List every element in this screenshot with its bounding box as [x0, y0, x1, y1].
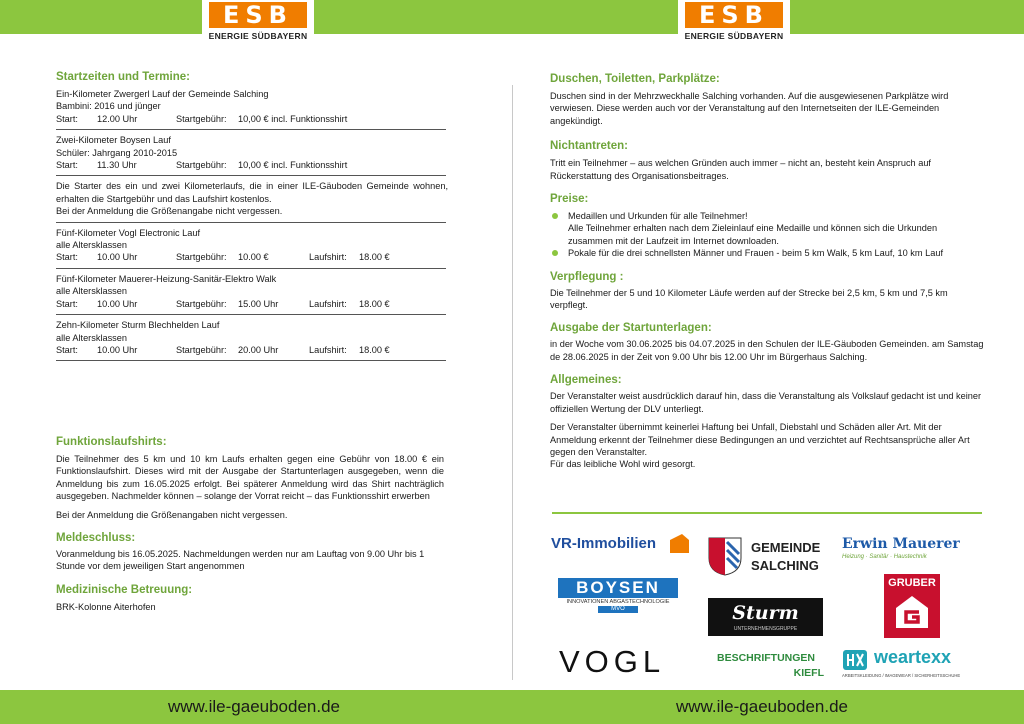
gruber-house-icon — [894, 594, 930, 630]
sponsor-sturm — [708, 598, 823, 636]
start-label: Start: — [56, 298, 78, 309]
gemeinde-label: GEMEINDE — [751, 540, 821, 555]
general-text: Der Veranstalter weist ausdrücklich darauf hin, dass die Veranstaltung als Volkslauf gedacht ist und keiner offiziellen Wertung der DLV unterliegt. — [550, 391, 982, 414]
prize-detail: Alle Teilnehmer erhalten nach dem Zieleinlauf eine Medaille und können sich die Urkunden zusammen mit der Laufzeit im Internet downloaden. — [568, 223, 938, 246]
race-start-row — [56, 298, 448, 310]
esb-logo-mark: ESB — [685, 2, 783, 28]
gruber-logo-text: GRUBER — [888, 577, 936, 589]
sponsor-weartexx — [842, 647, 984, 683]
deadline-heading: Meldeschluss: — [56, 532, 136, 545]
race-title: Zehn-Kilometer Sturm Blechhelden Lauf — [56, 320, 220, 331]
noshow-text: Tritt ein Teilnehmer – aus welchen Gründen auch immer – nicht an, besteht kein Anspruch auf Rückerstattung des Organisationsbeitrages. — [550, 158, 931, 181]
weartexx-sub-text: ARBEITSKLEIDUNG / IMAGEWEAR / SICHERHEITSSCHUHE — [842, 673, 961, 678]
start-time: 10.00 Uhr — [97, 298, 138, 309]
erwin-sub-text: Heizung · Sanitär · Haustechnik — [842, 554, 927, 560]
race-title: Fünf-Kilometer Mauerer-Heizung-Sanitär-Elektro Walk — [56, 273, 277, 284]
right-column — [550, 72, 984, 471]
website-link-right[interactable]: www.ile-gaeuboden.de — [676, 697, 849, 716]
race-title: Fünf-Kilometer Vogl Electronic Lauf — [56, 227, 201, 238]
race-10km — [56, 319, 448, 356]
sponsor-rule — [552, 512, 982, 514]
start-label: Start: — [56, 160, 78, 171]
vr-logo-text: VR-Immobilien — [551, 535, 657, 552]
pickup-heading: Ausgabe der Startunterlagen: — [550, 322, 712, 335]
shirt-value: 18.00 € — [359, 252, 390, 263]
shirts-note: Bei der Anmeldung die Größenangaben nicht vergessen. — [56, 509, 288, 520]
fee-label: Startgebühr: — [176, 298, 227, 309]
kids-info-note: Bei der Anmeldung die Größenangabe nicht vergessen. — [56, 206, 283, 217]
race-5km — [56, 227, 448, 264]
prize-item — [550, 210, 984, 247]
kids-info — [56, 180, 448, 217]
kiefl-line1: BESCHRIFTUNGEN — [716, 652, 815, 664]
fee-label: Startgebühr: — [176, 113, 227, 124]
vogl-logo-text: VOGL — [559, 644, 666, 679]
separator — [56, 129, 446, 130]
sponsor-kiefl — [708, 652, 824, 684]
sponsor-gruber — [884, 574, 940, 638]
boysen-logo-text: BOYSEN — [558, 578, 678, 598]
shirt-value: 18.00 € — [359, 344, 390, 355]
general-heading: Allgemeines: — [550, 374, 622, 387]
food-heading: Verpflegung : — [550, 270, 624, 283]
start-time: 10.00 Uhr — [97, 344, 138, 355]
esb-logo-mark: ESB — [209, 2, 307, 28]
separator — [56, 222, 446, 223]
shirts-text: Die Teilnehmer des 5 km und 10 km Laufs erhalten gegen eine Gebühr von 18.00 € ein Funktionslaufshirt. Dieses wird mit der Ausgabe der Startunterlagen ausgegeben, wenn die Anmeldung bis zum 16.05.2025 erfolgt. Bei späterer Anmeldung wird das Shirt nachträglich ausgegeben. Nachmelder können – solange der Vorrat reicht – das Funktionsshirt erwerben — [56, 454, 444, 502]
weartexx-logo-text: weartexx — [874, 647, 952, 667]
race-sub: Schüler: Jahrgang 2010-2015 — [56, 147, 178, 158]
food-text: Die Teilnehmer der 5 und 10 Kilometer Läufe werden auf der Strecke bei 2,5 km, 5 km und 7,5 km verpflegt. — [550, 287, 948, 311]
race-title: Zwei-Kilometer Boysen Lauf — [56, 135, 171, 146]
prizes-heading: Preise: — [550, 193, 589, 206]
fee-value: 10.00 € — [238, 252, 269, 263]
race-sub: Bambini: 2016 und jünger — [56, 101, 161, 112]
fee-value: 10,00 € incl. Funktionsshirt — [238, 113, 348, 124]
start-heading: Startzeiten und Termine: — [56, 71, 190, 83]
esb-logo-sub: ENERGIE SÜDBAYERN — [684, 31, 784, 41]
medical-text: BRK-Kolonne Aiterhofen — [56, 601, 156, 612]
race-sub: alle Altersklassen — [56, 286, 127, 297]
start-time: 10.00 Uhr — [97, 252, 138, 263]
column-divider — [512, 85, 513, 680]
salching-label: SALCHING — [751, 558, 819, 573]
race-sub: alle Altersklassen — [56, 332, 127, 343]
race-start-row — [56, 159, 448, 171]
top-bar — [0, 0, 1024, 34]
left-column-lower — [56, 435, 444, 613]
kids-info-text: Die Starter des ein und zwei Kilometerlaufs, die in einer ILE-Gäuboden Gemeinde wohnen, erhalten die Startgebühr und das Laufshirt kostenlos. — [56, 181, 448, 204]
separator — [56, 175, 446, 176]
esb-logo-left — [202, 0, 314, 46]
pickup-text: in der Woche vom 30.06.2025 bis 04.07.2025 in den Schulen der ILE-Gäuboden Gemeinden. am Samstag de 28.06.2025 in der Zeit von 9.00 Uhr bis 12.00 Uhr im Bürgerhaus Salching. — [550, 339, 984, 362]
showers-heading: Duschen, Toiletten, Parkplätze: — [550, 73, 720, 85]
deadline-text: Voranmeldung bis 16.05.2025. Nachmeldungen werden nur am Lauftag von 9.00 Uhr bis 1 Stunde vor dem jeweiligen Start angenommen — [56, 549, 425, 572]
start-label: Start: — [56, 344, 78, 355]
medical-heading: Medizinische Betreuung: — [56, 583, 193, 596]
noshow-heading: Nichtantreten: — [550, 140, 628, 153]
race-start-row — [56, 113, 448, 125]
vr-house-icon — [668, 532, 690, 554]
esb-logo-sub: ENERGIE SÜDBAYERN — [208, 31, 308, 41]
bullet-dot — [552, 250, 558, 256]
sponsor-erwin-mauerer — [842, 536, 984, 568]
showers-text: Duschen sind in der Mehrzweckhalle Salching vorhanden. Auf die ausgewiesenen Parkplätze wird verwiesen. Diese werden auch vor der Veranstaltung auf den Internetseiten der ILE-Gemeinden angekündigt. — [550, 91, 949, 126]
shirt-label: Laufshirt: — [309, 252, 347, 263]
general-text: Für das leibliche Wohl wird gesorgt. — [550, 459, 696, 470]
start-label: Start: — [56, 252, 78, 263]
sponsor-vogl — [559, 643, 679, 681]
separator — [56, 314, 446, 315]
race-sub: alle Altersklassen — [56, 240, 127, 251]
fee-label: Startgebühr: — [176, 160, 227, 171]
shirt-label: Laufshirt: — [309, 298, 347, 309]
bottom-bar — [0, 690, 1024, 724]
sturm-sub-text: UNTERNEHMENSGRUPPE — [733, 626, 798, 632]
start-time: 11.30 Uhr — [97, 160, 137, 171]
website-link-left[interactable]: www.ile-gaeuboden.de — [168, 697, 341, 716]
bullet-dot — [552, 213, 558, 219]
race-1km — [56, 88, 448, 125]
weartexx-icon — [842, 649, 868, 671]
fee-value: 10,00 € incl. Funktionsshirt — [238, 160, 348, 171]
left-column — [56, 70, 448, 365]
general-text: Der Veranstalter übernimmt keinerlei Haftung bei Unfall, Diebstahl und Schäden aller Art. Mit der Anmeldung erkennt der Teilnehmer diese Bedingungen an und verzichtet auf Rechtsansprüche aller Art gegen den Veranstalter. — [550, 422, 970, 457]
erwin-logo-text: Erwin Mauerer — [842, 536, 960, 552]
kiefl-line2: KIEFL — [793, 667, 824, 679]
shirt-value: 18.00 € — [359, 298, 390, 309]
race-title: Ein-Kilometer Zwergerl Lauf der Gemeinde Salching — [56, 89, 269, 99]
boysen-sub-text: INNOVATIONEN ABGASTECHNOLOGIE — [566, 599, 670, 605]
walk-5km — [56, 273, 448, 310]
shirt-label: Laufshirt: — [309, 344, 347, 355]
prize-text: Pokale für die drei schnellsten Männer und Frauen - beim 5 km Walk, 5 km Lauf, 10 km Lauf — [568, 248, 943, 259]
prize-item — [550, 247, 984, 259]
fee-value: 20.00 Uhr — [238, 344, 279, 355]
separator — [56, 360, 446, 361]
race-2km — [56, 134, 448, 171]
sponsor-gemeinde-salching — [707, 536, 827, 580]
prize-text: Medaillen und Urkunden für alle Teilnehmer! — [568, 211, 748, 222]
sponsor-boysen — [558, 578, 678, 614]
esb-logo-right — [678, 0, 790, 46]
shirts-heading: Funktionslaufshirts: — [56, 436, 167, 448]
start-time: 12.00 Uhr — [97, 113, 138, 124]
race-start-row — [56, 344, 448, 356]
fee-label: Startgebühr: — [176, 344, 227, 355]
sturm-logo-text: Sturm — [732, 602, 799, 624]
start-label: Start: — [56, 113, 78, 124]
fee-value: 15.00 Uhr — [238, 298, 279, 309]
boysen-mvo-text: MVO — [598, 606, 638, 613]
fee-label: Startgebühr: — [176, 252, 227, 263]
coat-of-arms-icon — [707, 536, 743, 576]
separator — [56, 268, 446, 269]
sponsor-vr-immobilien — [551, 530, 691, 558]
race-start-row — [56, 251, 448, 263]
